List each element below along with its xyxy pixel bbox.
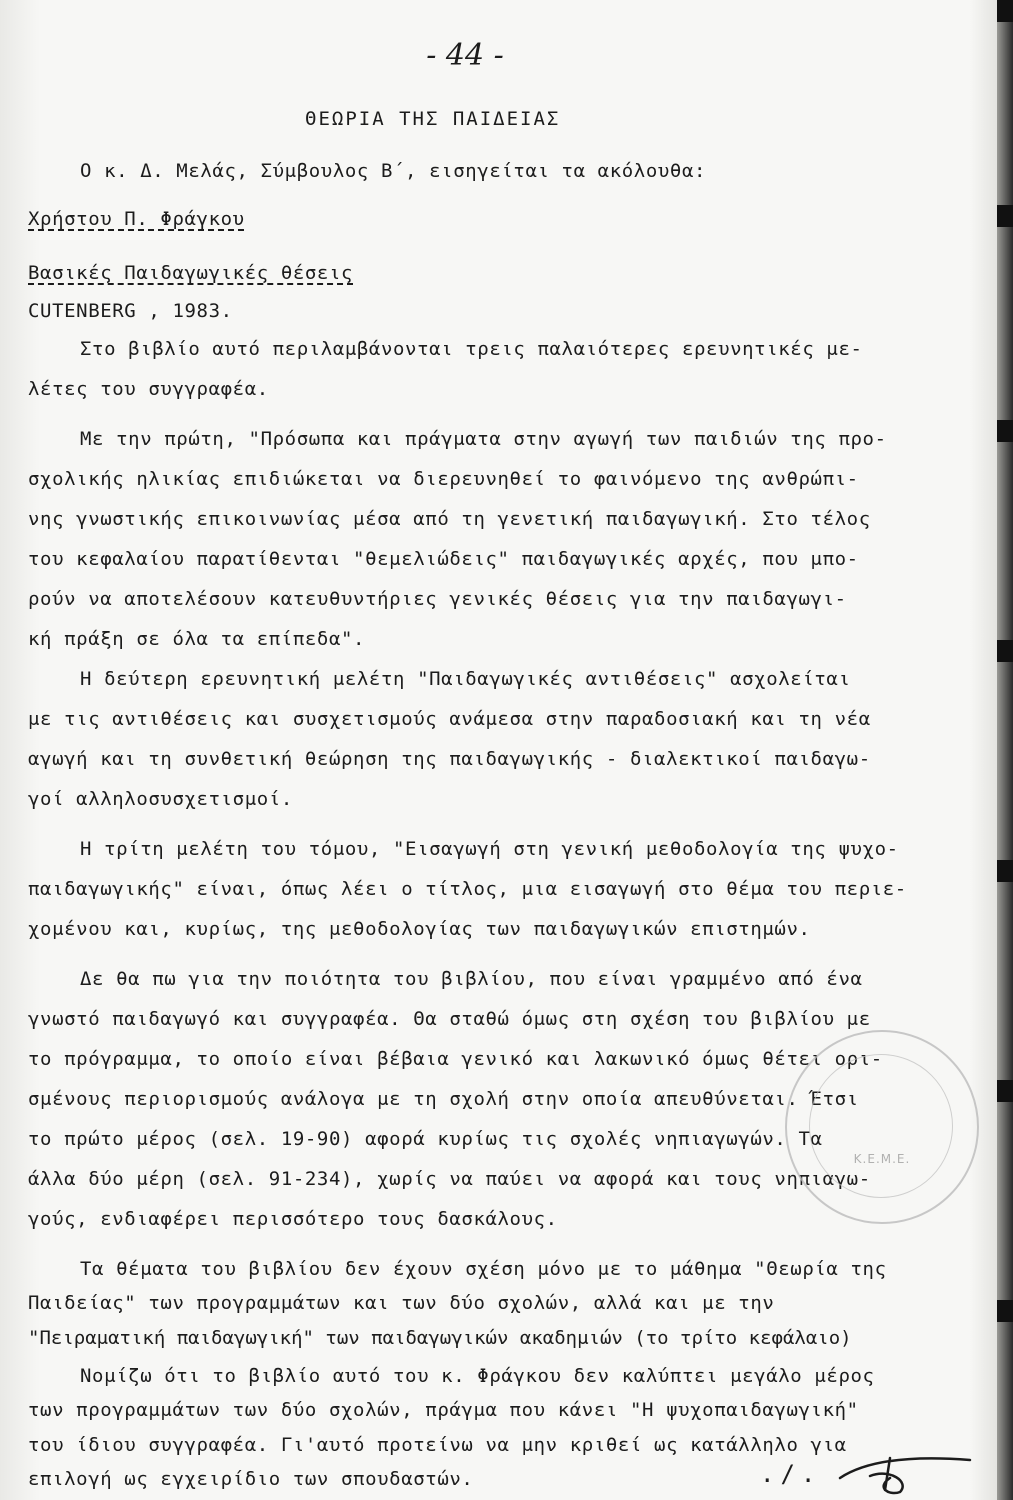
document-title: ΘΕΩΡΙΑ ΤΗΣ ΠΑΙΔΕΙΑΣ — [305, 108, 561, 130]
official-stamp — [785, 1030, 979, 1224]
body-line: Δε θα πω για την ποιότητα του βιβλίου, που είναι γραμμένο από ένα — [80, 968, 863, 990]
body-line: των προγραμμάτων των δύο σχολών, πράγμα που κάνει "Η ψυχοπαιδαγωγική" — [28, 1399, 859, 1422]
body-line: σμένους περιορισμούς ανάλογα με τη σχολή στην οποία απευθύνεται. Έτσι — [28, 1088, 859, 1110]
stamp-text: Κ.Ε.Μ.Ε. — [853, 1152, 911, 1166]
end-mark: ./. — [760, 1460, 822, 1488]
body-line: Νομίζω ότι το βιβλίο αυτό του κ. Φράγκου δεν καλύπτει μεγάλο μέρος — [80, 1365, 875, 1387]
intro-line: Ο κ. Δ. Μελάς, Σύμβουλος Β΄, εισηγείται τα ακόλουθα: — [80, 160, 707, 182]
body-line: Η τρίτη μελέτη του τόμου, "Εισαγωγή στη γενική μεθοδολογία της ψυχο- — [80, 838, 899, 860]
body-line: "Πειραματική παιδαγωγική" των παιδαγωγικών ακαδημιών (το τρίτο κεφάλαιο) — [28, 1326, 852, 1349]
body-line: το πρώτο μέρος (σελ. 19-90) αφορά κυρίως τις σχολές νηπιαγωγών. Τα — [28, 1128, 823, 1150]
body-line: λέτες του συγγραφέα. — [28, 378, 269, 400]
body-line: του ίδιου συγγραφέα. Γι'αυτό προτείνω να μην κριθεί ως κατάλληλο για — [28, 1433, 847, 1456]
body-line: Η δεύτερη ερευνητική μελέτη "Παιδαγωγικές αντιθέσεις" ασχολείται — [80, 668, 851, 690]
book-author: Χρήστου Π. Φράγκου — [28, 208, 245, 230]
body-line: ρούν να αποτελέσουν κατευθυντήριες γενικές θέσεις για την παιδαγωγι- — [28, 588, 847, 610]
body-line: Στο βιβλίο αυτό περιλαμβάνονται τρεις παλαιότερες ερευνητικές με- — [80, 338, 863, 360]
body-line: επιλογή ως εγχειρίδιο των σπουδαστών. — [28, 1468, 474, 1490]
scan-edge — [997, 0, 1013, 1500]
publisher-line: CUTENBERG , 1983. — [28, 300, 233, 322]
body-line: Με την πρώτη, "Πρόσωπα και πράγματα στην αγωγή των παιδιών της προ- — [80, 428, 887, 450]
page-number: - 44 - — [426, 38, 504, 73]
body-line: Τα θέματα του βιβλίου δεν έχουν σχέση μόνο με το μάθημα "Θεωρία της — [80, 1258, 887, 1280]
body-line: παιδαγωγικής" είναι, όπως λέει ο τίτλος, μια εισαγωγή στο θέμα του περιε- — [28, 878, 907, 900]
body-line: γνωστό παιδαγωγό και συγγραφέα. Θα σταθώ όμως στη σχέση του βιβλίου με — [28, 1008, 871, 1030]
body-line: γοί αλληλοσυσχετισμοί. — [28, 788, 293, 810]
body-line: νης γνωστικής επικοινωνίας μέσα από τη γενετική παιδαγωγική. Στο τέλος — [28, 508, 871, 530]
body-line: του κεφαλαίου παρατίθενται "θεμελιώδεις" παιδαγωγικές αρχές, που μπο- — [28, 548, 859, 570]
body-line: άλλα δύο μέρη (σελ. 91-234), χωρίς να παύει να αφορά και τους νηπιαγω- — [28, 1168, 871, 1190]
signature-icon — [830, 1448, 980, 1498]
body-line: αγωγή και τη συνθετική θεώρηση της παιδαγωγικής - διαλεκτικοί παιδαγω- — [28, 748, 871, 770]
body-line: το πρόγραμμα, το οποίο είναι βέβαια γενικό και λακωνικό όμως θέτει ορι- — [28, 1048, 883, 1070]
body-line: Παιδείας" των προγραμμάτων και των δύο σχολών, αλλά και με την — [28, 1292, 775, 1315]
body-line: κή πράξη σε όλα τα επίπεδα". — [28, 628, 366, 650]
body-line: σχολικής ηλικίας επιδιώκεται να διερευνηθεί το φαινόμενο της ανθρώπι- — [28, 468, 859, 490]
body-line: χομένου και, κυρίως, της μεθοδολογίας των παιδαγωγικών επιστημών. — [28, 918, 811, 940]
body-line: με τις αντιθέσεις και συσχετισμούς ανάμεσα στην παραδοσιακή και τη νέα — [28, 708, 871, 730]
body-line: γούς, ενδιαφέρει περισσότερο τους δασκάλους. — [28, 1208, 558, 1230]
book-title: Βασικές Παιδαγωγικές θέσεις — [28, 262, 354, 284]
